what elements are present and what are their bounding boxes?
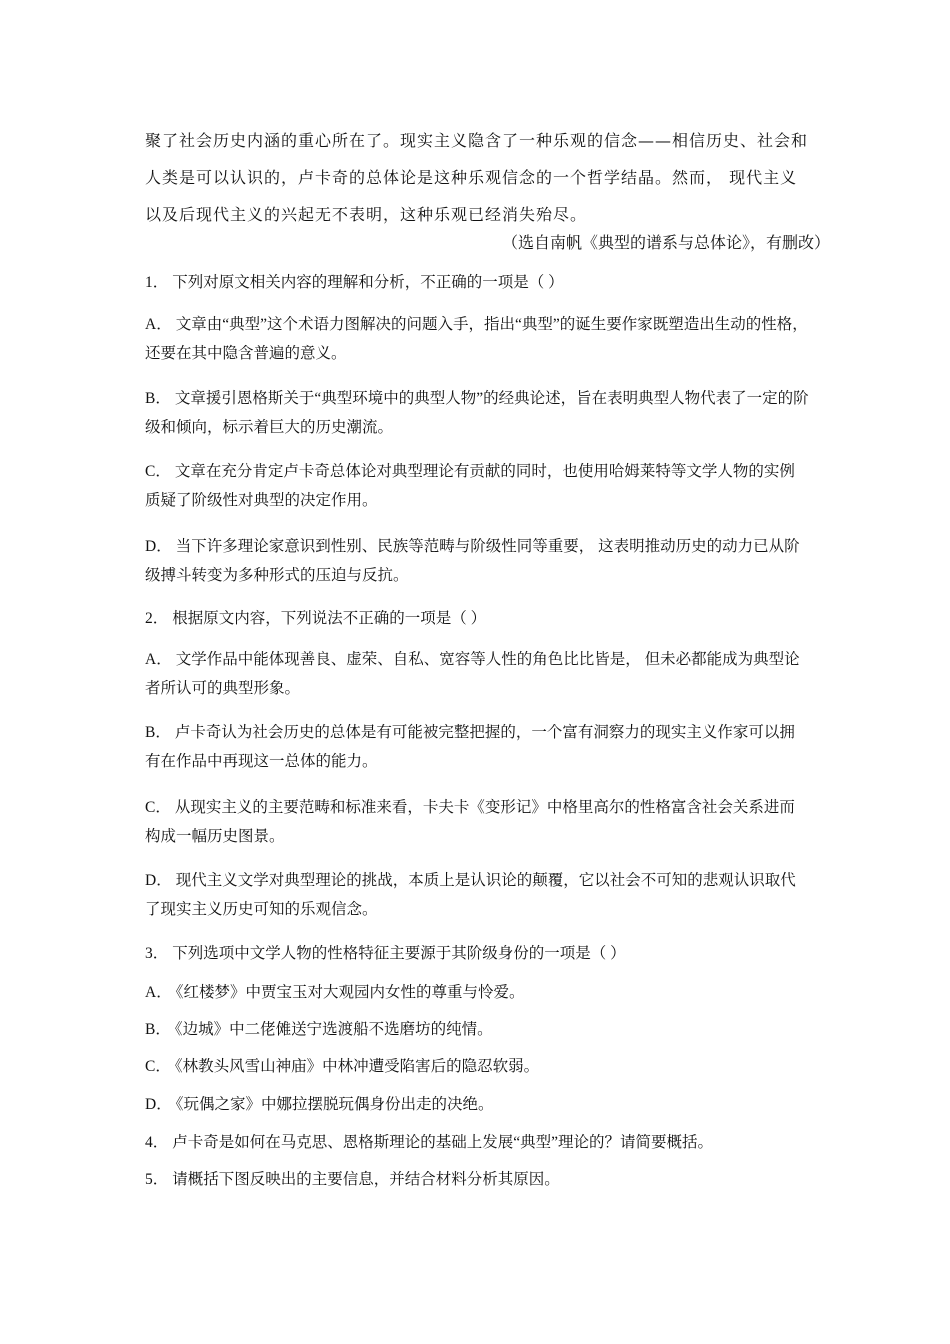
option-1d <box>145 532 810 590</box>
option-label: D． <box>145 1096 172 1113</box>
option-text: 文学作品中能体现善良、虚荣、自私、宽容等人性的角色比比皆是， 但未必都能成为典型论者所认可的典型形象。 <box>145 651 800 697</box>
option-label: C． <box>145 1058 171 1075</box>
option-label: B． <box>145 390 171 407</box>
passage-paragraph: 聚了社会历史内涵的重心所在了。现实主义隐含了一种乐观的信念——相信历史、社会和人类是可以认识的，卢卡奇的总体论是这种乐观信念的一个哲学结晶。然而， 现代主义以及后现代主义的兴起无不表明，这种乐观已经消失殆尽。 <box>145 131 809 224</box>
question-stem: 根据原文内容，下列说法不正确的一项是（ ） <box>172 610 487 627</box>
passage-source: （选自南帆《典型的谱系与总体论》，有删改） <box>501 233 830 252</box>
question-number: 1． <box>145 274 169 291</box>
option-text: 《边城》中二佬傩送宁选渡船不选磨坊的纯情。 <box>174 1021 493 1038</box>
option-label: A． <box>145 651 172 668</box>
option-text: 《林教头风雪山神庙》中林冲遭受陷害后的隐忍软弱。 <box>174 1058 540 1075</box>
option-text: 文章由“典型”这个术语力图解决的问题入手，指出“典型”的诞生要作家既塑造出生动的性格，还要在其中隐含普遍的意义。 <box>145 316 808 362</box>
option-label: A． <box>145 984 172 1001</box>
option-text: 当下许多理论家意识到性别、民族等范畴与阶级性同等重要， 这表明推动历史的动力已从阶级搏斗转变为多种形式的压迫与反抗。 <box>145 538 800 584</box>
question-number: 3． <box>145 945 169 962</box>
option-label: A． <box>145 316 172 333</box>
question-4 <box>145 1128 810 1157</box>
option-2d <box>145 866 810 924</box>
option-1b <box>145 384 810 442</box>
question-2 <box>145 604 810 633</box>
option-2b <box>145 718 810 776</box>
option-text: 现代主义文学对典型理论的挑战，本质上是认识论的颠覆，它以社会不可知的悲观认识取代了现实主义历史可知的乐观信念。 <box>145 872 796 918</box>
option-label: D． <box>145 872 172 889</box>
option-text: 卢卡奇认为社会历史的总体是有可能被完整把握的，一个富有洞察力的现实主义作家可以拥有在作品中再现这一总体的能力。 <box>145 724 795 770</box>
option-text: 从现实主义的主要范畴和标准来看，卡夫卡《变形记》中格里高尔的性格富含社会关系进而构成一幅历史图景。 <box>145 799 795 845</box>
question-stem: 下列选项中文学人物的性格特征主要源于其阶级身份的一项是（ ） <box>172 945 626 962</box>
option-label: D． <box>145 538 172 555</box>
question-number: 2． <box>145 610 169 627</box>
option-text: 《玩偶之家》中娜拉摆脱玩偶身份出走的决绝。 <box>175 1096 494 1113</box>
question-stem: 下列对原文相关内容的理解和分析，不正确的一项是（ ） <box>172 274 564 291</box>
option-3a <box>145 978 810 1007</box>
option-label: B． <box>145 1021 171 1038</box>
option-2c <box>145 793 810 851</box>
option-2a <box>145 645 810 703</box>
option-text: 文章在充分肯定卢卡奇总体论对典型理论有贡献的同时，也使用哈姆莱特等文学人物的实例质疑了阶级性对典型的决定作用。 <box>145 463 795 509</box>
option-label: C． <box>145 463 171 480</box>
option-1a <box>145 310 810 368</box>
option-label: B． <box>145 724 171 741</box>
option-3d <box>145 1090 810 1119</box>
question-number: 4． <box>145 1134 169 1151</box>
question-1 <box>145 268 810 297</box>
question-5 <box>145 1165 810 1194</box>
question-number: 5． <box>145 1171 169 1188</box>
option-label: C． <box>145 799 171 816</box>
question-stem: 卢卡奇是如何在马克思、恩格斯理论的基础上发展“典型”理论的？请简要概括。 <box>172 1134 714 1151</box>
option-text: 《红楼梦》中贾宝玉对大观园内女性的尊重与怜爱。 <box>175 984 525 1001</box>
question-stem: 请概括下图反映出的主要信息，并结合材料分析其原因。 <box>172 1171 560 1188</box>
option-3c <box>145 1052 810 1081</box>
option-1c <box>145 457 810 515</box>
option-3b <box>145 1015 810 1044</box>
option-text: 文章援引恩格斯关于“典型环境中的典型人物”的经典论述，旨在表明典型人物代表了一定的阶级和倾向，标示着巨大的历史潮流。 <box>145 390 809 436</box>
question-3 <box>145 939 810 968</box>
